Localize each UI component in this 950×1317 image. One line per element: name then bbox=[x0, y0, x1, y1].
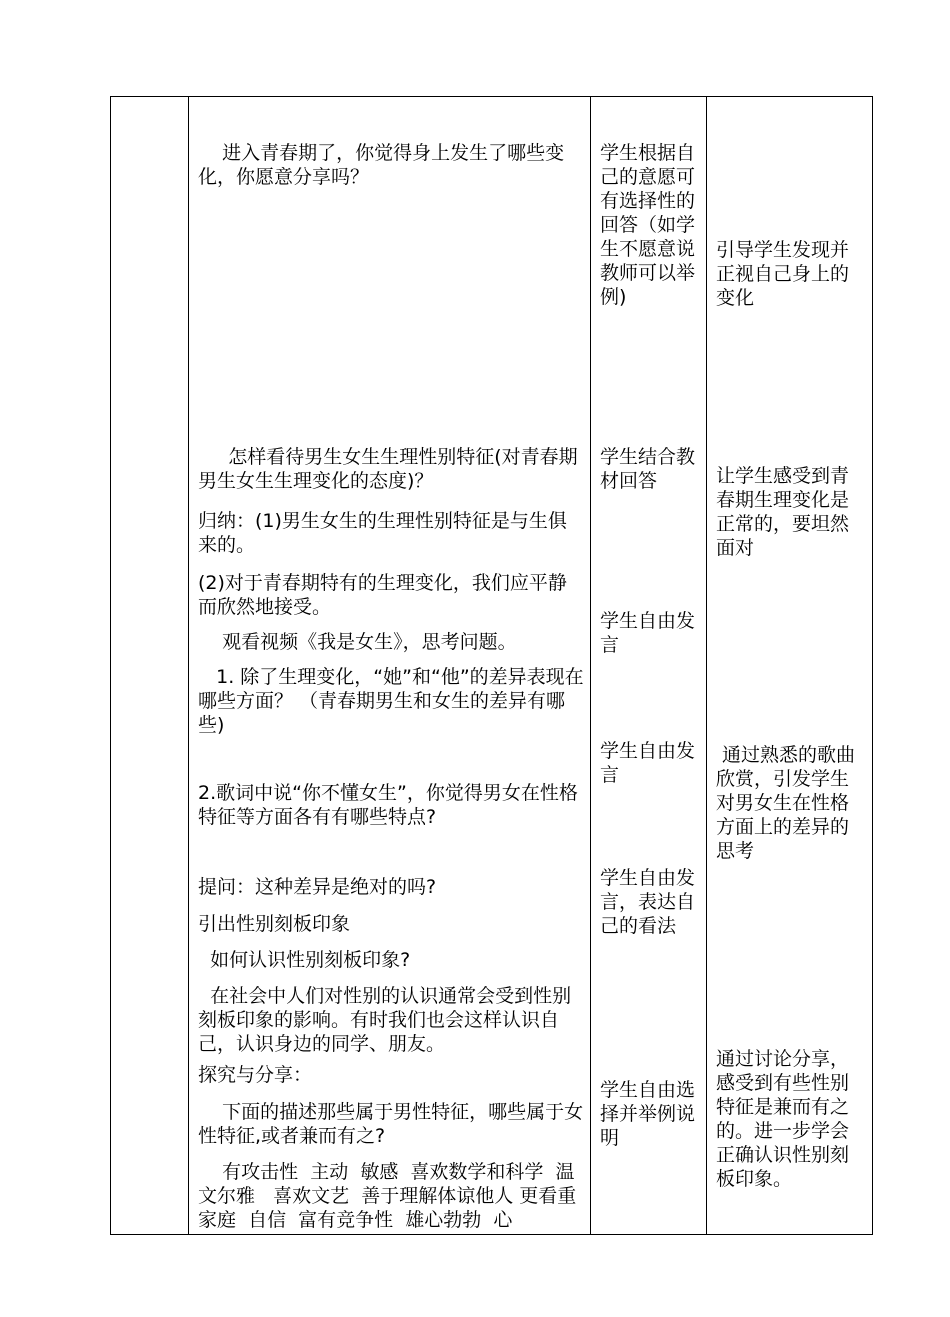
explore-share-heading: 探究与分享： bbox=[198, 1064, 313, 1086]
question-attitude: 怎样看待男生女生生理性别特征(对青春期男生女生生理变化的态度)？ bbox=[198, 446, 578, 492]
column-divider-1 bbox=[188, 97, 189, 1234]
activity-choose-examples: 学生自由选择并举例说明 bbox=[600, 1079, 696, 1149]
intent-normal-changes: 让学生感受到青春期生理变化是正常的，要坦然面对 bbox=[716, 465, 850, 559]
activity-express-views: 学生自由发言，表达自己的看法 bbox=[600, 867, 696, 937]
intent-correct-understanding: 通过讨论分享，感受到有些性别特征是兼而有之的。进一步学会正确认识性别刻板印象。 bbox=[716, 1048, 850, 1190]
question-lyrics: 2.歌词中说“你不懂女生”，你觉得男女在性格特征等方面各有有哪些特点? bbox=[198, 782, 578, 828]
explore-question: 下面的描述那些属于男性特征，哪些属于女性特征,或者兼而有之? bbox=[198, 1101, 584, 1147]
intent-face-changes: 引导学生发现并正视自己身上的变化 bbox=[716, 239, 850, 309]
stereotype-explanation: 在社会中人们对性别的认识通常会受到性别刻板印象的影响。有时我们也会这样认识自己，认识身边的同学、朋友。 bbox=[198, 985, 572, 1055]
summary-1: 归纳：(1)男生女生的生理性别特征是与生俱来的。 bbox=[198, 510, 567, 556]
activity-speak-2: 学生自由发言 bbox=[600, 740, 696, 786]
watch-video: 观看视频《我是女生》，思考问题。 bbox=[198, 631, 517, 653]
summary-2: (2)对于青春期特有的生理变化，我们应平静而欣然地接受。 bbox=[198, 572, 567, 618]
activity-textbook: 学生结合教材回答 bbox=[600, 446, 696, 492]
question-differences: 1. 除了生理变化，“她”和“他”的差异表现在哪些方面？ （青春期男生和女生的差异有哪些) bbox=[198, 666, 584, 736]
lesson-plan-table bbox=[110, 96, 873, 1235]
design-intent-column bbox=[716, 97, 866, 1234]
activity-speak-1: 学生自由发言 bbox=[600, 610, 696, 656]
column-divider-3 bbox=[706, 97, 707, 1234]
intent-song-reflection: 通过熟悉的歌曲欣赏，引发学生对男女生在性格方面上的差异的思考 bbox=[716, 744, 856, 862]
student-activity-column bbox=[600, 97, 698, 1234]
question-absolute: 提问：这种差异是绝对的吗? bbox=[198, 876, 437, 898]
trait-list: 有攻击性 主动 敏感 喜欢数学和科学 温文尔雅 喜欢文艺 善于理解体谅他人 更看重家庭 自信 富有竞争性 雄心勃勃 心 bbox=[198, 1161, 577, 1231]
question-stereotype: 如何认识性别刻板印象? bbox=[198, 949, 411, 971]
teaching-content-column bbox=[198, 97, 584, 1234]
column-divider-2 bbox=[590, 97, 591, 1234]
column-1-empty bbox=[111, 97, 188, 1234]
gender-stereotype-intro: 引出性别刻板印象 bbox=[198, 913, 351, 935]
activity-answer-optional: 学生根据自己的意愿可有选择性的回答（如学生不愿意说教师可以举例) bbox=[600, 142, 696, 308]
question-changes: 进入青春期了，你觉得身上发生了哪些变化，你愿意分享吗？ bbox=[198, 142, 565, 188]
